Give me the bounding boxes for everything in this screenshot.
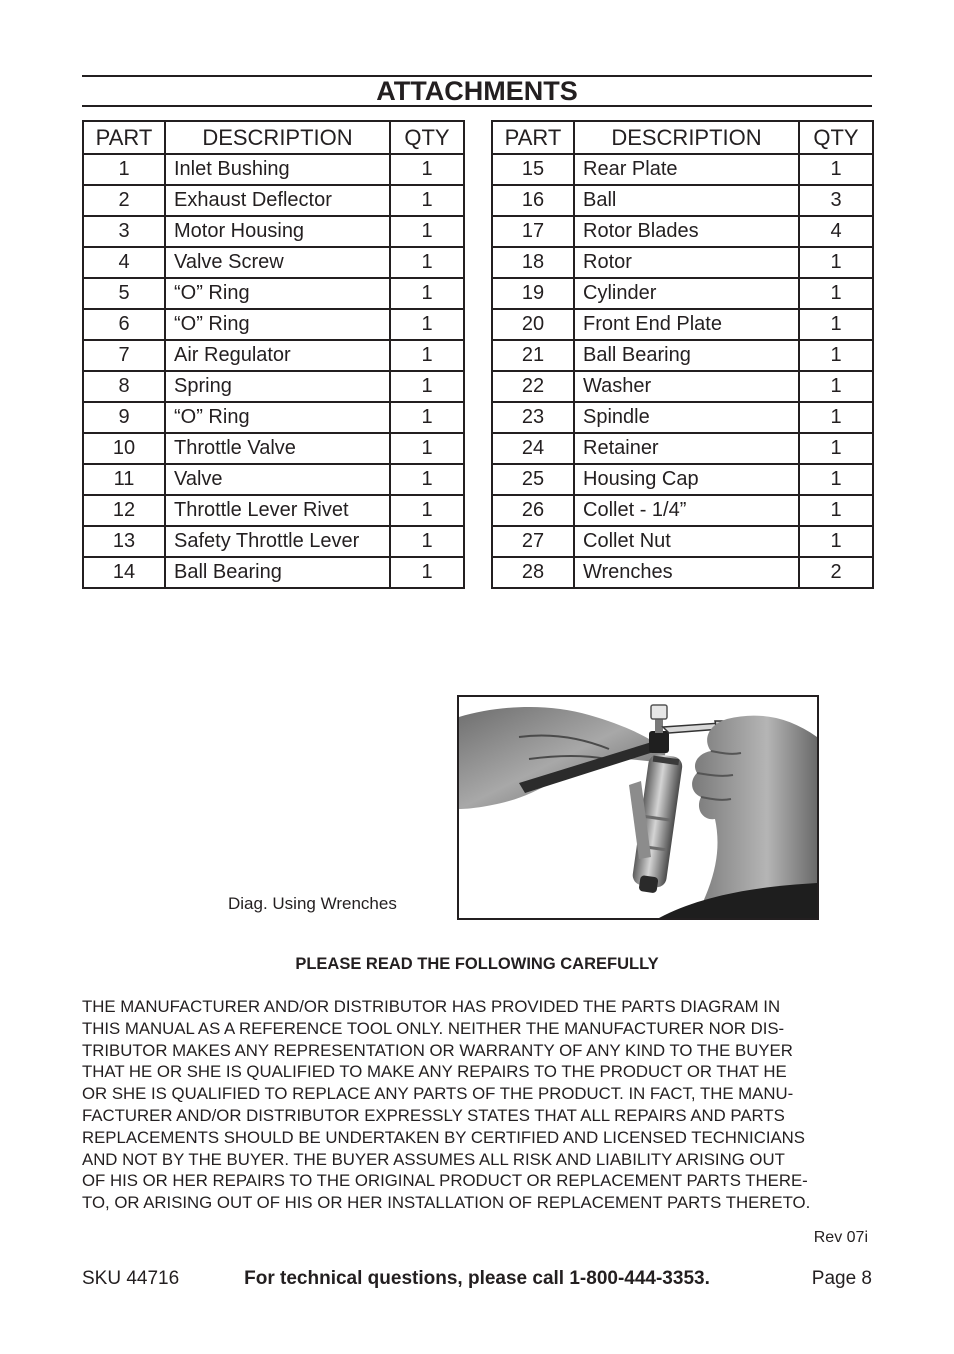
quantity-cell: 1 [799,340,873,371]
table-row [83,433,464,464]
quantity-cell: 1 [799,309,873,340]
table-row [83,371,464,402]
table-row [83,309,464,340]
disclaimer-line: THAT HE OR SHE IS QUALIFIED TO MAKE ANY REPAIRS TO THE PRODUCT OR THAT HE [82,1062,787,1082]
description-cell: Spring [165,371,390,402]
quantity-cell: 1 [390,185,464,216]
disclaimer-line: AND NOT BY THE BUYER. THE BUYER ASSUMES ALL RISK AND LIABILITY ARISING OUT [82,1149,785,1169]
table-row [492,371,873,402]
table-row [492,433,873,464]
quantity-cell: 4 [799,216,873,247]
part-number-cell: 18 [492,247,574,278]
disclaimer-line: THIS MANUAL AS A REFERENCE TOOL ONLY. NEITHER THE MANUFACTURER NOR DIS- [82,1018,785,1038]
quantity-cell: 1 [390,557,464,588]
part-number-cell: 16 [492,185,574,216]
page-number: Page 8 [811,1268,872,1289]
part-number-cell: 3 [83,216,165,247]
table-row [492,185,873,216]
table-row [492,526,873,557]
quantity-cell: 1 [390,495,464,526]
disclaimer-line: TO, OR ARISING OUT OF HIS OR HER INSTALLATION OF REPLACEMENT PARTS THERETO. [82,1193,811,1213]
disclaimer-line: REPLACEMENTS SHOULD BE UNDERTAKEN BY CERTIFIED AND LICENSED TECHNICIANS [82,1127,805,1147]
table-row [83,278,464,309]
quantity-cell: 1 [390,340,464,371]
table-row [492,278,873,309]
disclaimer-line: OF HIS OR HER REPAIRS TO THE ORIGINAL PRODUCT OR REPLACEMENT PARTS THERE- [82,1171,808,1191]
quantity-cell: 1 [799,526,873,557]
part-number-cell: 19 [492,278,574,309]
table-header-row [492,121,873,154]
quantity-cell: 1 [799,433,873,464]
description-cell: Retainer [574,433,799,464]
figure-caption: Diag. Using Wrenches [228,894,397,913]
description-cell: Collet - 1/4” [574,495,799,526]
column-header-description: DESCRIPTION [165,121,390,154]
quantity-cell: 1 [390,464,464,495]
table-row [492,309,873,340]
quantity-cell: 1 [390,309,464,340]
parts-table-right-body [492,154,873,588]
quantity-cell: 1 [799,247,873,278]
table-row [83,340,464,371]
part-number-cell: 24 [492,433,574,464]
column-header-part: PART [83,121,165,154]
quantity-cell: 1 [390,216,464,247]
quantity-cell: 1 [390,402,464,433]
description-cell: Valve Screw [165,247,390,278]
quantity-cell: 1 [799,278,873,309]
quantity-cell: 1 [390,526,464,557]
description-cell: Wrenches [574,557,799,588]
table-row [83,402,464,433]
description-cell: Ball Bearing [165,557,390,588]
table-row [492,216,873,247]
part-number-cell: 25 [492,464,574,495]
wrench-usage-photo [457,695,819,920]
bit-tip-shape [651,705,667,719]
parts-table-right [491,120,874,589]
part-number-cell: 8 [83,371,165,402]
part-number-cell: 27 [492,526,574,557]
description-cell: Exhaust Deflector [165,185,390,216]
column-header-qty: QTY [799,121,873,154]
part-number-cell: 7 [83,340,165,371]
description-cell: Spindle [574,402,799,433]
part-number-cell: 22 [492,371,574,402]
quantity-cell: 1 [390,371,464,402]
quantity-cell: 1 [390,278,464,309]
description-cell: Valve [165,464,390,495]
description-cell: “O” Ring [165,309,390,340]
table-row [83,526,464,557]
revision-label: Rev 07i [813,1229,868,1246]
part-number-cell: 17 [492,216,574,247]
quantity-cell: 1 [390,154,464,185]
quantity-cell: 2 [799,557,873,588]
quantity-cell: 1 [390,433,464,464]
table-row [83,247,464,278]
table-row [492,464,873,495]
part-number-cell: 13 [83,526,165,557]
description-cell: Inlet Bushing [165,154,390,185]
notice-heading: PLEASE READ THE FOLLOWING CAREFULLY [295,955,659,973]
disclaimer-line: FACTURER AND/OR DISTRIBUTOR EXPRESSLY STATES THAT ALL REPAIRS AND PARTS [82,1105,785,1125]
description-cell: “O” Ring [165,402,390,433]
description-cell: Motor Housing [165,216,390,247]
table-row [492,340,873,371]
table-row [492,247,873,278]
parts-table-left-body [83,154,464,588]
part-number-cell: 28 [492,557,574,588]
part-number-cell: 26 [492,495,574,526]
description-cell: Front End Plate [574,309,799,340]
collet-nut-shape [649,731,669,753]
description-cell: Air Regulator [165,340,390,371]
table-row [83,216,464,247]
table-row [492,402,873,433]
description-cell: Collet Nut [574,526,799,557]
title-underline-rule [82,105,872,107]
part-number-cell: 6 [83,309,165,340]
table-row [492,495,873,526]
disclaimer-line: THE MANUFACTURER AND/OR DISTRIBUTOR HAS PROVIDED THE PARTS DIAGRAM IN [82,997,781,1016]
description-cell: Rotor [574,247,799,278]
description-cell: Rear Plate [574,154,799,185]
description-cell: Safety Throttle Lever [165,526,390,557]
table-row [492,154,873,185]
disclaimer-line: TRIBUTOR MAKES ANY REPRESENTATION OR WARRANTY OF ANY KIND TO THE BUYER [82,1040,793,1060]
part-number-cell: 11 [83,464,165,495]
description-cell: Rotor Blades [574,216,799,247]
quantity-cell: 1 [799,464,873,495]
description-cell: “O” Ring [165,278,390,309]
quantity-cell: 3 [799,185,873,216]
part-number-cell: 1 [83,154,165,185]
table-row [83,185,464,216]
table-row [83,495,464,526]
disclaimer-paragraph [82,996,872,1214]
column-header-qty: QTY [390,121,464,154]
part-number-cell: 2 [83,185,165,216]
sku-number: SKU 44716 [82,1268,180,1289]
part-number-cell: 23 [492,402,574,433]
part-number-cell: 20 [492,309,574,340]
part-number-cell: 5 [83,278,165,309]
part-number-cell: 14 [83,557,165,588]
quantity-cell: 1 [799,495,873,526]
part-number-cell: 9 [83,402,165,433]
table-row [83,557,464,588]
part-number-cell: 12 [83,495,165,526]
page-title: ATTACHMENTS [376,76,578,106]
table-row [83,154,464,185]
description-cell: Throttle Valve [165,433,390,464]
tech-support-line: For technical questions, please call 1-800-444-3353. [244,1268,710,1289]
part-number-cell: 4 [83,247,165,278]
description-cell: Ball [574,185,799,216]
quantity-cell: 1 [799,371,873,402]
description-cell: Housing Cap [574,464,799,495]
quantity-cell: 1 [390,247,464,278]
table-row [83,464,464,495]
disclaimer-line: OR SHE IS QUALIFIED TO REPLACE ANY PARTS OF THE PRODUCT. IN FACT, THE MANU- [82,1084,794,1104]
description-cell: Washer [574,371,799,402]
quantity-cell: 1 [799,154,873,185]
column-header-part: PART [492,121,574,154]
hands-with-wrenches-illustration [459,697,817,918]
part-number-cell: 15 [492,154,574,185]
description-cell: Throttle Lever Rivet [165,495,390,526]
description-cell: Ball Bearing [574,340,799,371]
parts-table-left [82,120,465,589]
column-header-description: DESCRIPTION [574,121,799,154]
quantity-cell: 1 [799,402,873,433]
description-cell: Cylinder [574,278,799,309]
part-number-cell: 21 [492,340,574,371]
part-number-cell: 10 [83,433,165,464]
table-header-row [83,121,464,154]
table-row [492,557,873,588]
